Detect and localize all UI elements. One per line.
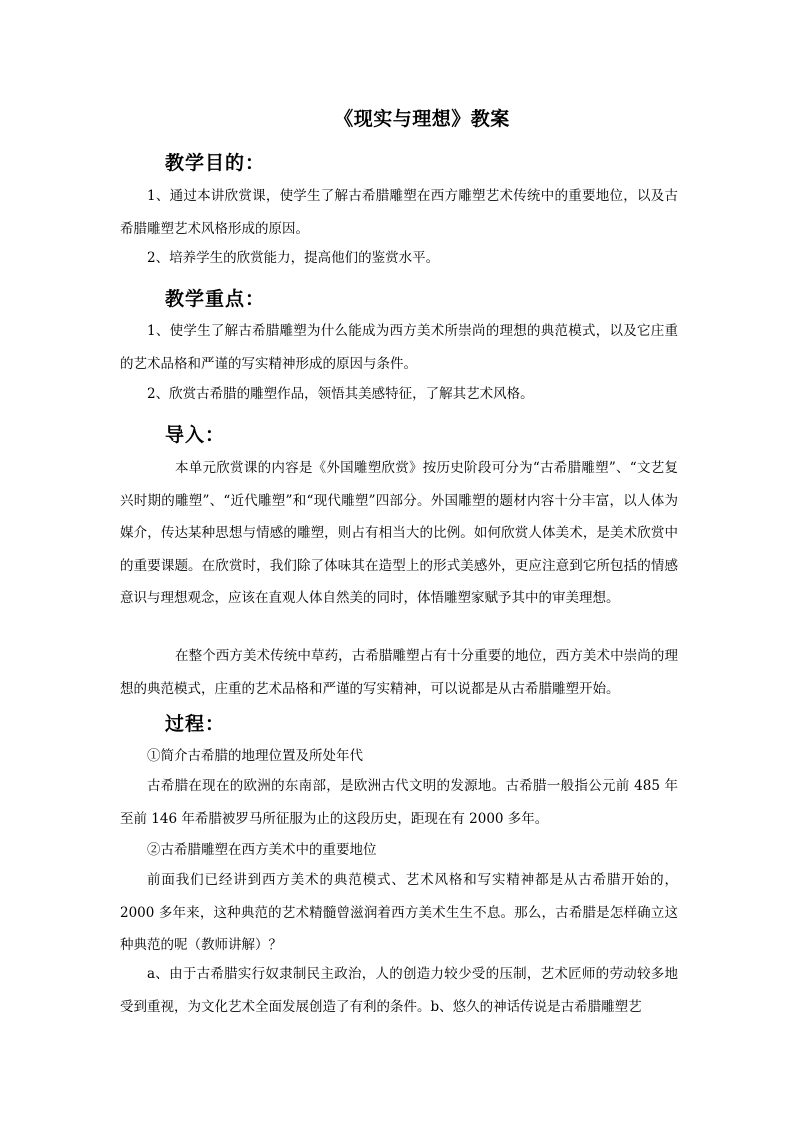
introduction-paragraph-2: 在整个西方美术传统中草药，古希腊雕塑占有十分重要的地位，西方美术中崇尚的理想的典范模式，庄重的艺术品格和严谨的写实精神，可以说都是从古希腊雕塑开始。 xyxy=(120,648,678,697)
introduction-paragraph-1: 本单元欣赏课的内容是《外国雕塑欣赏》按历史阶段可分为“古希腊雕塑”、“文艺复兴时期的雕塑”、“近代雕塑”和“现代雕塑”四部分。外国雕塑的题材内容十分丰富，以人体为媒介，传达某种思想与情感的雕塑，则占有相当大的比例。如何欣赏人体美术，是美术欣赏中的重要课题。在欣赏时，我们除了体味其在造型上的形式美感外，更应注意到它所包括的情感意识与理想观念，应该在直观人体自然美的同时，体悟雕塑家赋予其中的审美理想。 xyxy=(120,460,678,606)
objective-item-2: 2、培养学生的欣赏能力，提高他们的鉴赏水平。 xyxy=(147,250,440,266)
key-point-item-2: 2、欣赏古希腊的雕塑作品，领悟其美感特征，了解其艺术风格。 xyxy=(147,386,534,402)
process-subheading-2: ②古希腊雕塑在西方美术中的重要地位 xyxy=(147,842,377,858)
objective-item-1: 1、通过本讲欣赏课，使学生了解古希腊雕塑在西方雕塑艺术传统中的重要地位，以及古希腊雕塑艺术风格形成的原因。 xyxy=(120,188,678,237)
process-paragraph-1: 古希腊在现在的欧洲的东南部，是欧洲古代文明的发源地。古希腊一般指公元前 485 年至前 146 年希腊被罗马所征服为止的这段历史，距现在有 2000 多年。 xyxy=(120,778,678,827)
key-point-item-1: 1、使学生了解古希腊雕塑为什么能成为西方美术所崇尚的理想的典范模式，以及它庄重的艺术品格和严谨的写实精神形成的原因与条件。 xyxy=(120,323,678,372)
heading-key-points: 教学重点： xyxy=(165,288,266,310)
process-subheading-1: ①简介古希腊的地理位置及所处年代 xyxy=(147,748,363,764)
heading-introduction: 导入： xyxy=(165,424,226,446)
heading-objectives: 教学目的： xyxy=(165,152,266,174)
heading-process: 过程： xyxy=(165,713,226,735)
document-title: 《现实与理想》教案 xyxy=(334,108,510,130)
process-paragraph-3: a、由于古希腊实行奴隶制民主政治，人的创造力较少受的压制，艺术匠师的劳动较多地受到重视，为文化艺术全面发展创造了有利的条件。b、悠久的神话传说是古希腊雕塑艺 xyxy=(120,966,678,1015)
process-paragraph-2: 前面我们已经讲到西方美术的典范模式、艺术风格和写实精神都是从古希腊开始的，2000 多年来，这种典范的艺术精髓曾滋润着西方美术生生不息。那么，古希腊是怎样确立这种典范的呢（教师讲解）？ xyxy=(120,872,678,953)
